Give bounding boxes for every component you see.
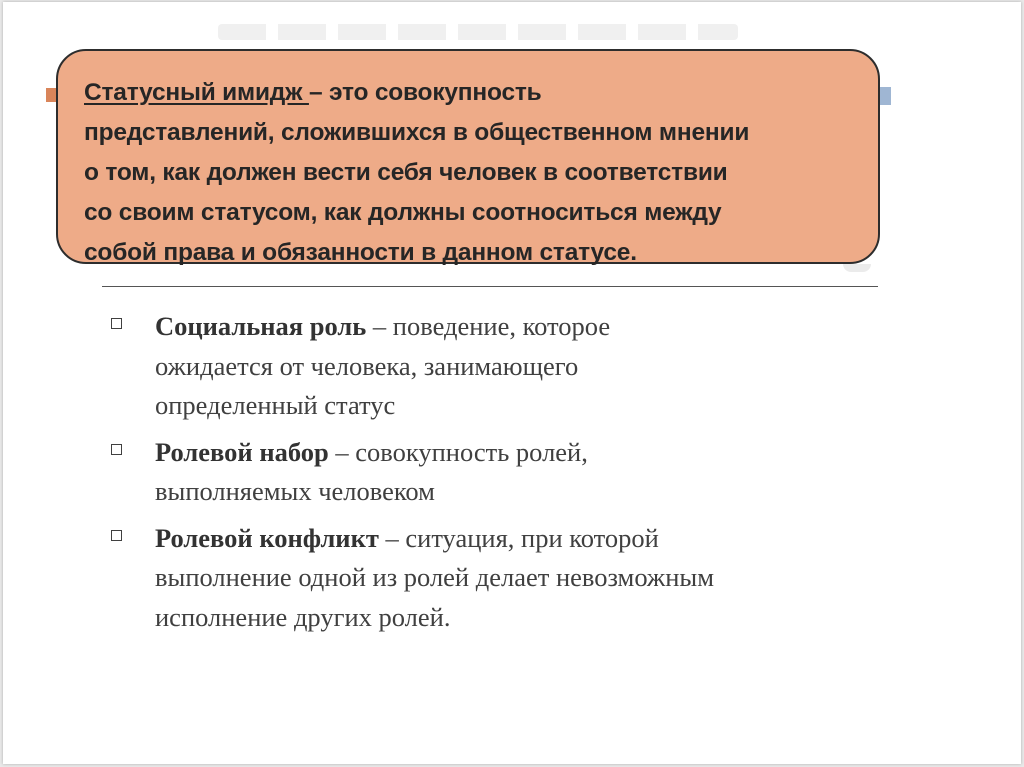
- bullet-line: [155, 307, 871, 347]
- bullet-list: [111, 307, 871, 644]
- callout-line-5: собой права и обязанности в данном статусе.: [84, 239, 637, 266]
- callout-shadow: [843, 264, 871, 272]
- bullet-term: Ролевой набор: [155, 436, 329, 467]
- faint-title-bar: [218, 24, 738, 40]
- square-bullet-icon: [111, 318, 122, 329]
- square-bullet-icon: [111, 444, 122, 455]
- bullet-line: [155, 433, 871, 473]
- bullet-term: Ролевой конфликт: [155, 522, 379, 553]
- callout-line-4: со своим статусом, как должны соотноситься между: [84, 199, 722, 226]
- square-bullet-icon: [111, 530, 122, 541]
- callout-line-2: представлений, сложившихся в общественном мнении: [84, 119, 750, 146]
- bullet-line: выполняемых человеком: [155, 476, 435, 506]
- bullet-text: – поведение, которое: [366, 311, 611, 341]
- bullet-line: определенный статус: [155, 390, 396, 420]
- callout-line-1-text: – это совокупность: [308, 79, 542, 106]
- bullet-item-social-role: [111, 307, 871, 426]
- callout-term: Статусный имидж: [84, 79, 309, 106]
- bullet-term: Социальная роль: [155, 311, 367, 341]
- bullet-text: – совокупность ролей,: [328, 436, 588, 467]
- bullet-line: исполнение других ролей.: [155, 601, 451, 632]
- definition-callout: [56, 49, 880, 264]
- bullet-line: ожидается от человека, занимающего: [155, 350, 579, 381]
- bullet-item-role-conflict: [111, 519, 871, 638]
- callout-line-1: [84, 73, 858, 113]
- bullet-item-role-set: [111, 433, 871, 512]
- bullet-text: – ситуация, при которой: [378, 522, 659, 553]
- divider-line: [102, 286, 878, 287]
- bullet-line: [155, 519, 871, 559]
- accent-bar-right: [879, 87, 891, 105]
- bullet-line: выполнение одной из ролей делает невозможным: [155, 562, 714, 592]
- slide: [3, 2, 1021, 764]
- callout-line-3: о том, как должен вести себя человек в соответствии: [84, 159, 728, 186]
